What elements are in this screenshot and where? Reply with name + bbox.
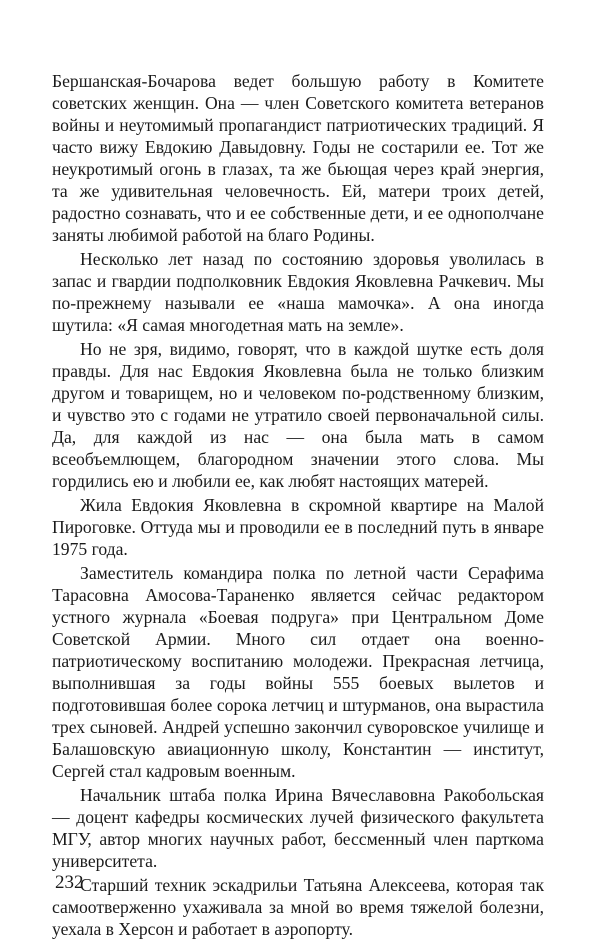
paragraph-pirogovka: Жила Евдокия Яковлевна в скромной квартире на Малой Пироговке. Оттуда мы и проводили ее в последний путь в январе 1975 года. [52, 495, 544, 559]
page-text [52, 70, 544, 942]
paragraph-joke-truth: Но не зря, видимо, говорят, что в каждой шутке есть доля правды. Для нас Евдокия Яковлевна была не только близким другом и товарищем, но и человеком по-родственному близким, и чувство это с годами не утратило своей первоначальной силы. Да, для каждой из нас — она была мать в самом всеобъемлющем, благородном значении этого слова. Мы гордились ею и любили ее, как любят настоящих матерей. [52, 339, 544, 491]
paragraph-rakobolskaya: Начальник штаба полка Ирина Вячеславовна Ракобольская — доцент кафедры космических лучей физического факультета МГУ, автор многих научных работ, бессменный член парткома университета. [52, 785, 544, 871]
paragraph-alekseeva: Старший техник эскадрильи Татьяна Алексеева, которая так самоотверженно ухаживала за мной во время тяжелой болезни, уехала в Херсон и работает в аэропорту. [52, 875, 544, 939]
page-number: 232 [55, 872, 84, 893]
paragraph-amosova: Заместитель командира полка по летной части Серафима Тарасовна Амосова-Тараненко является сейчас редактором устного журнала «Боевая подруга» при Центральном Доме Советской Армии. Много сил отдает она военно-патриотическому воспитанию молодежи. Прекрасная летчица, выполнившая за годы войны 555 боевых вылетов и подготовившая более сорока летчиц и штурманов, она вырастила трех сыновей. Андрей успешно закончил суворовское училище и Балашовскую авиационную школу, Константин — институт, Сергей стал кадровым военным. [52, 563, 544, 781]
paragraph-rachkevich: Несколько лет назад по состоянию здоровья уволилась в запас и гвардии подполковник Евдокия Яковлевна Рачкевич. Мы по-прежнему называли ее «наша мамочка». А она иногда шутила: «Я самая многодетная мать на земле». [52, 249, 544, 335]
paragraph-bershanskaya: Бершанская-Бочарова ведет большую работу в Комитете советских женщин. Она — член Советского комитета ветеранов войны и неутомимый пропагандист патриотических традиций. Я часто вижу Евдокию Давыдовну. Годы не состарили ее. Тот же неукротимый огонь в глазах, та же бьющая через край энергия, та же удивительная человечность. Ей, матери троих детей, радостно сознавать, что и ее собственные дети, и ее однополчане заняты любимой работой на благо Родины. [52, 71, 544, 245]
